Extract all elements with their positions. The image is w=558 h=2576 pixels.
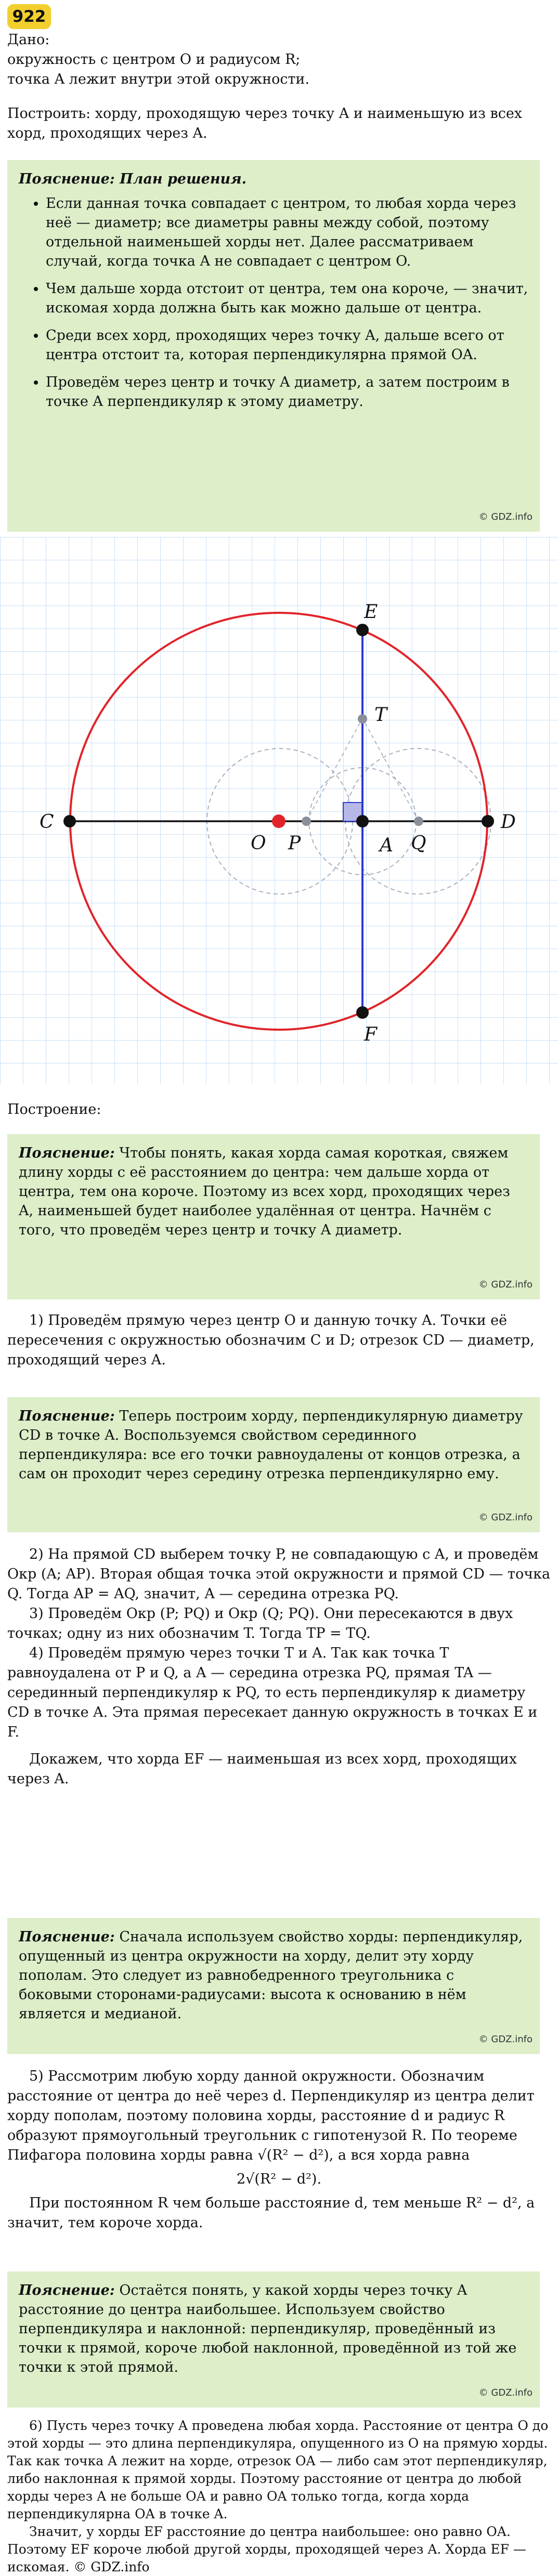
label-f: F: [364, 1024, 377, 1045]
box2-credit: © GDZ.info: [478, 1279, 533, 1290]
plan-box-title: Пояснение: План решения.: [19, 171, 247, 187]
step-6-text: 6) Пусть через точку A проведена любая хорда. Расстояние от центра O до этой хорды — это длина перпендикуляра, опущенного из O на прямую хорды. Так как точка A лежит на хорде, отрезок OA — либо сам этот перпендикуляр, либо наклонная к прямой хорды. Поэтому расстояние от центра до любой хорды через A не больше OA и равно OA только тогда, когда хорда перпендикулярна OA в точке A.: [7, 2418, 549, 2521]
plan-item-3: • Среди всех хорд, проходящих через точку A, дальше всего от центра отстоит та, которая перпендикулярна прямой OA.: [46, 326, 528, 364]
label-a: A: [380, 835, 393, 856]
construction-figure: [0, 537, 558, 1084]
box2-body: Чтобы понять, какая хорда самая короткая, свяжем длину хорды с её расстоянием до центра: чем дальше хорда от центра, тем она короче. Поэтому из всех хорд, проходящих через A, наименьшей будет наиболее удалённая от центра. Начнём с того, что проведём через центр и точку A диаметр.: [19, 1145, 510, 1238]
label-d: D: [501, 811, 516, 833]
plan-item-2: • Чем дальше хорда отстоит от центра, тем она короче, — значит, искомая хорда должна быть как можно дальше от центра.: [46, 279, 528, 318]
point-a: [356, 815, 369, 827]
point-c: [63, 815, 76, 827]
label-t: T: [374, 704, 387, 726]
box4-body: Сначала используем свойство хорды: перпендикуляр, опущенный из центра окружности на хорду, делит эту хорду пополам. Это следует из равнобедренного треугольника с боковыми сторонами-радиусами: высота к основанию в нём является и медианой.: [19, 1929, 523, 2022]
label-p: P: [288, 833, 301, 854]
plan-list: [19, 194, 528, 411]
box4-text: [19, 1927, 528, 2035]
steps-2-to-4: [7, 1545, 551, 1789]
box3-text: [19, 1407, 528, 1495]
plan-item-4: • Проведём через центр и точку A диаметр, а затем построим в точке A перпендикуляр к этому диаметру.: [46, 373, 528, 411]
explanation-box-5: [7, 2271, 540, 2408]
label-e: E: [364, 601, 378, 623]
step-5: [7, 2067, 551, 2233]
step-4-text: 4) Проведём прямую через точки T и A. Так как точка T равноудалена от P и Q, а A — середина отрезка PQ, прямая TA — серединный перпендикуляр к PQ, то есть перпендикуляр к диаметру CD в точке A. Эта прямая пересекает данную окружность в точках E и F.: [7, 1645, 538, 1740]
given-section: [7, 30, 551, 89]
prove-text: Докажем, что хорда EF — наименьшая из всех хорд, проходящих через A.: [7, 1751, 517, 1787]
box2-head: Пояснение:: [19, 1145, 115, 1161]
given-label: Дано:: [7, 32, 50, 48]
plan-box: [7, 160, 540, 532]
step-1: [7, 1311, 551, 1370]
point-f: [356, 1006, 369, 1019]
conclusion-text: Значит, у хорды EF расстояние до центра наибольшее: оно равно OA. Поэтому EF короче любой другой хорды, проходящей через A. Хорда EF — искомая. © GDZ.info: [7, 2524, 526, 2574]
step-5-text: 5) Рассмотрим любую хорду данной окружности. Обозначим расстояние от центра до неё через d. Перпендикуляр из центра делит хорду пополам, поэтому половина хорды, расстояние d и радиус R образуют прямоугольный треугольник с гипотенузой R. По теореме Пифагора половина хорды равна √(R² − d²), а вся хорда равна: [7, 2068, 535, 2163]
construction-heading: [7, 1100, 551, 1120]
point-p: [302, 817, 311, 826]
task-section: [7, 104, 551, 143]
point-e: [356, 624, 369, 636]
box2-text: [19, 1144, 528, 1251]
point-d: [482, 815, 494, 827]
label-c: C: [40, 811, 54, 833]
point-o: [272, 814, 286, 828]
box3-head: Пояснение:: [19, 1408, 115, 1424]
point-t: [358, 714, 367, 724]
box5-text: [19, 2281, 528, 2388]
box5-credit: © GDZ.info: [478, 2387, 533, 2398]
step-3-text: 3) Проведём Окр (P; PQ) и Окр (Q; PQ). Они пересекаются в двух точках; одну из них обозначим T. Тогда TP = TQ.: [7, 1606, 513, 1641]
plan-item-1: • Если данная точка совпадает с центром, то любая хорда через неё — диаметр; все диаметры равны между собой, поэтому отдельной наименьшей хорды нет. Далее рассматриваем случай, когда точка A не совпадает с центром O.: [46, 194, 528, 271]
point-q: [414, 817, 423, 826]
problem-number-badge: 922: [7, 4, 51, 29]
box4-credit: © GDZ.info: [478, 2034, 533, 2045]
plan-box-credit: © GDZ.info: [478, 511, 533, 522]
grid-background: [0, 537, 558, 1084]
box5-body: Остаётся понять, у какой хорды через точку A расстояние до центра наибольшее. Используем свойство перпендикуляра и наклонной: перпендикуляр, проведённый из точки к прямой, короче любой наклонной, проведённой из той же точки к этой прямой.: [19, 2282, 517, 2375]
label-q: Q: [411, 833, 426, 854]
explanation-box-2: [7, 1134, 540, 1299]
step-2-text: 2) На прямой CD выберем точку P, не совпадающую с A, и проведём Окр (A; AP). Вторая общая точка этой окружности и прямой CD — точка Q. Тогда AP = AQ, значит, A — середина отрезка PQ.: [7, 1546, 551, 1602]
task-text: Построить: хорду, проходящую через точку A и наименьшую из всех хорд, проходящих через A.: [7, 106, 523, 141]
given-line-1: окружность с центром O и радиусом R;: [7, 51, 301, 68]
explanation-box-4: [7, 1918, 540, 2054]
construction-label: Построение:: [7, 1101, 101, 1118]
box3-body: Теперь построим хорду, перпендикулярную диаметру CD в точке A. Воспользуемся свойством серединного перпендикуляра: все его точки равноудалены от концов отрезка, а сам он проходит через середину отрезка перпендикулярно ему.: [19, 1408, 523, 1482]
step-5b-text: При постоянном R чем больше расстояние d, тем меньше R² − d², а значит, тем короче хорда.: [7, 2195, 535, 2231]
step-6: [7, 2417, 551, 2576]
box5-head: Пояснение:: [19, 2282, 115, 2298]
label-o: O: [251, 833, 266, 854]
given-line-2: точка A лежит внутри этой окружности.: [7, 71, 309, 87]
box4-head: Пояснение:: [19, 1929, 115, 1945]
explanation-box-3: [7, 1397, 540, 1532]
chord-formula: 2√(R² − d²).: [236, 2171, 322, 2187]
box3-credit: © GDZ.info: [478, 1512, 533, 1523]
step-1-text: 1) Проведём прямую через центр O и данную точку A. Точки её пересечения с окружностью обозначим C и D; отрезок CD — диаметр, проходящий через A.: [7, 1312, 535, 1368]
